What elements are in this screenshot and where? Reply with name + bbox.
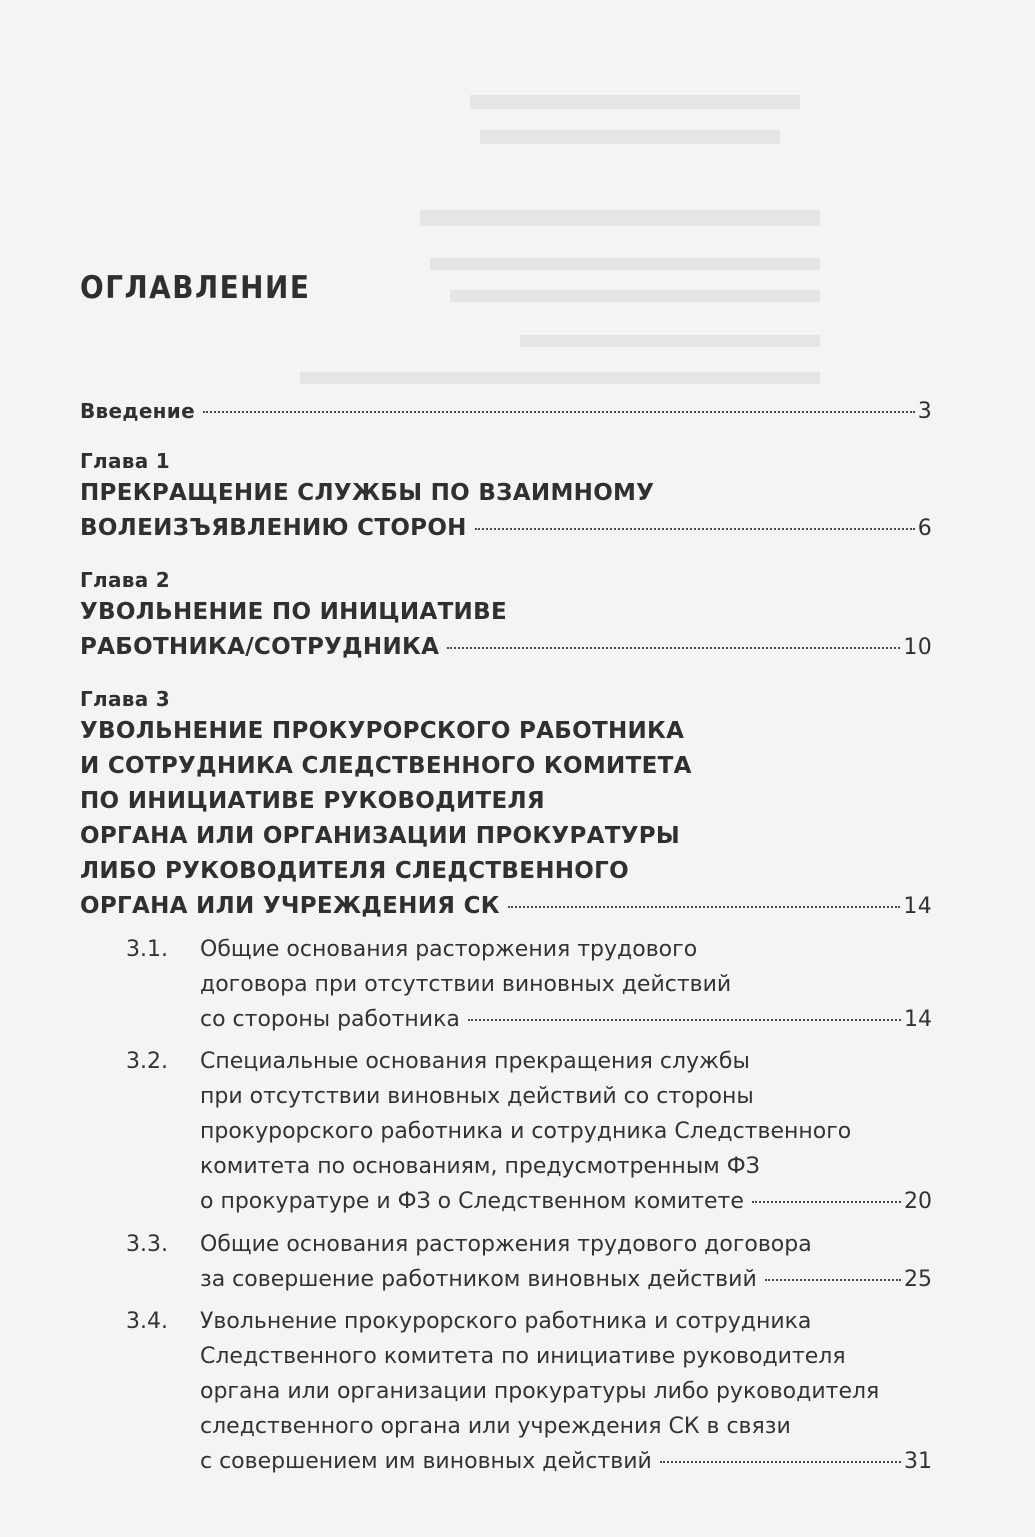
- toc-entry-section-3-3[interactable]: [126, 1227, 932, 1297]
- page-number: 31: [904, 1449, 932, 1474]
- toc-entry-section-3-1[interactable]: [126, 932, 932, 1037]
- page-number: 14: [904, 1007, 932, 1032]
- section-title-line: комитета по основаниям, предусмотренным ФЗ: [200, 1154, 760, 1179]
- bleed-through-mark: [520, 335, 820, 347]
- chapter-label: Глава 1: [80, 449, 171, 473]
- chapter-title-line: И СОТРУДНИКА СЛЕДСТВЕННОГО КОМИТЕТА: [80, 753, 692, 779]
- section-title-line: с совершением им виновных действий: [200, 1449, 652, 1474]
- toc-entry-section-3-4[interactable]: [126, 1304, 932, 1479]
- section-title-line: договора при отсутствии виновных действий: [200, 972, 732, 997]
- section-title-line: следственного органа или учреждения СК в связи: [200, 1414, 791, 1439]
- chapter-title-line: ПРЕКРАЩЕНИЕ СЛУЖБЫ ПО ВЗАИМНОМУ: [80, 480, 655, 506]
- section-title-line: со стороны работника: [200, 1007, 460, 1032]
- dot-leader: [475, 528, 915, 530]
- section-number: 3.1.: [126, 937, 168, 962]
- page-number: 6: [917, 516, 932, 541]
- section-number: 3.4.: [126, 1309, 168, 1334]
- toc-entry-introduction[interactable]: [80, 394, 932, 429]
- dot-leader: [508, 906, 901, 908]
- bleed-through-mark: [480, 130, 780, 144]
- toc-entry-section-3-2[interactable]: [126, 1044, 932, 1219]
- chapter-title-line: ПО ИНИЦИАТИВЕ РУКОВОДИТЕЛЯ: [80, 788, 545, 814]
- chapter-title-line: УВОЛЬНЕНИЕ ПО ИНИЦИАТИВЕ: [80, 599, 507, 625]
- page-number: 10: [903, 635, 932, 660]
- dot-leader: [660, 1461, 901, 1463]
- chapter-title-line: ВОЛЕИЗЪЯВЛЕНИЮ СТОРОН: [80, 515, 467, 541]
- chapter-title-line: ОРГАНА ИЛИ ОРГАНИЗАЦИИ ПРОКУРАТУРЫ: [80, 823, 681, 849]
- page-number: 3: [917, 399, 932, 424]
- section-title-line: Общие основания расторжения трудового: [200, 937, 698, 962]
- bleed-through-mark: [430, 258, 820, 270]
- page-number: 25: [904, 1267, 932, 1292]
- chapter-title-line: ОРГАНА ИЛИ УЧРЕЖДЕНИЯ СК: [80, 893, 500, 919]
- toc-entry-chapter-1[interactable]: [80, 446, 932, 546]
- dot-leader: [765, 1279, 901, 1281]
- section-title-line: Специальные основания прекращения службы: [200, 1049, 750, 1074]
- page-number: 14: [903, 894, 932, 919]
- section-title-line: Увольнение прокурорского работника и сотрудника: [200, 1309, 812, 1334]
- section-title-line: Следственного комитета по инициативе руководителя: [200, 1344, 846, 1369]
- entry-title: Введение: [80, 399, 195, 423]
- toc-entry-chapter-3[interactable]: [80, 684, 932, 924]
- chapter-label: Глава 2: [80, 568, 171, 592]
- section-title-line: прокурорского работника и сотрудника Следственного: [200, 1119, 852, 1144]
- dot-leader: [203, 411, 915, 413]
- chapter-title-line: УВОЛЬНЕНИЕ ПРОКУРОРСКОГО РАБОТНИКА: [80, 718, 685, 744]
- dot-leader: [752, 1201, 901, 1203]
- chapter-label: Глава 3: [80, 687, 171, 711]
- bleed-through-mark: [450, 290, 820, 302]
- dot-leader: [447, 647, 900, 649]
- toc-title: ОГЛАВЛЕНИЕ: [80, 270, 311, 306]
- section-title-line: Общие основания расторжения трудового договора: [200, 1232, 812, 1257]
- section-title-line: о прокуратуре и ФЗ о Следственном комитете: [200, 1189, 744, 1214]
- section-title-line: органа или организации прокуратуры либо руководителя: [200, 1379, 880, 1404]
- chapter-title-line: РАБОТНИКА/СОТРУДНИКА: [80, 634, 440, 660]
- bleed-through-mark: [300, 372, 820, 384]
- toc-entry-chapter-2[interactable]: [80, 565, 932, 665]
- dot-leader: [468, 1019, 901, 1021]
- section-number: 3.2.: [126, 1049, 168, 1074]
- bleed-through-mark: [470, 95, 800, 109]
- section-title-line: при отсутствии виновных действий со стороны: [200, 1084, 754, 1109]
- page-number: 20: [904, 1189, 932, 1214]
- chapter-title-line: ЛИБО РУКОВОДИТЕЛЯ СЛЕДСТВЕННОГО: [80, 858, 629, 884]
- section-title-line: за совершение работником виновных действий: [200, 1267, 757, 1292]
- section-number: 3.3.: [126, 1232, 168, 1257]
- bleed-through-mark: [420, 210, 820, 226]
